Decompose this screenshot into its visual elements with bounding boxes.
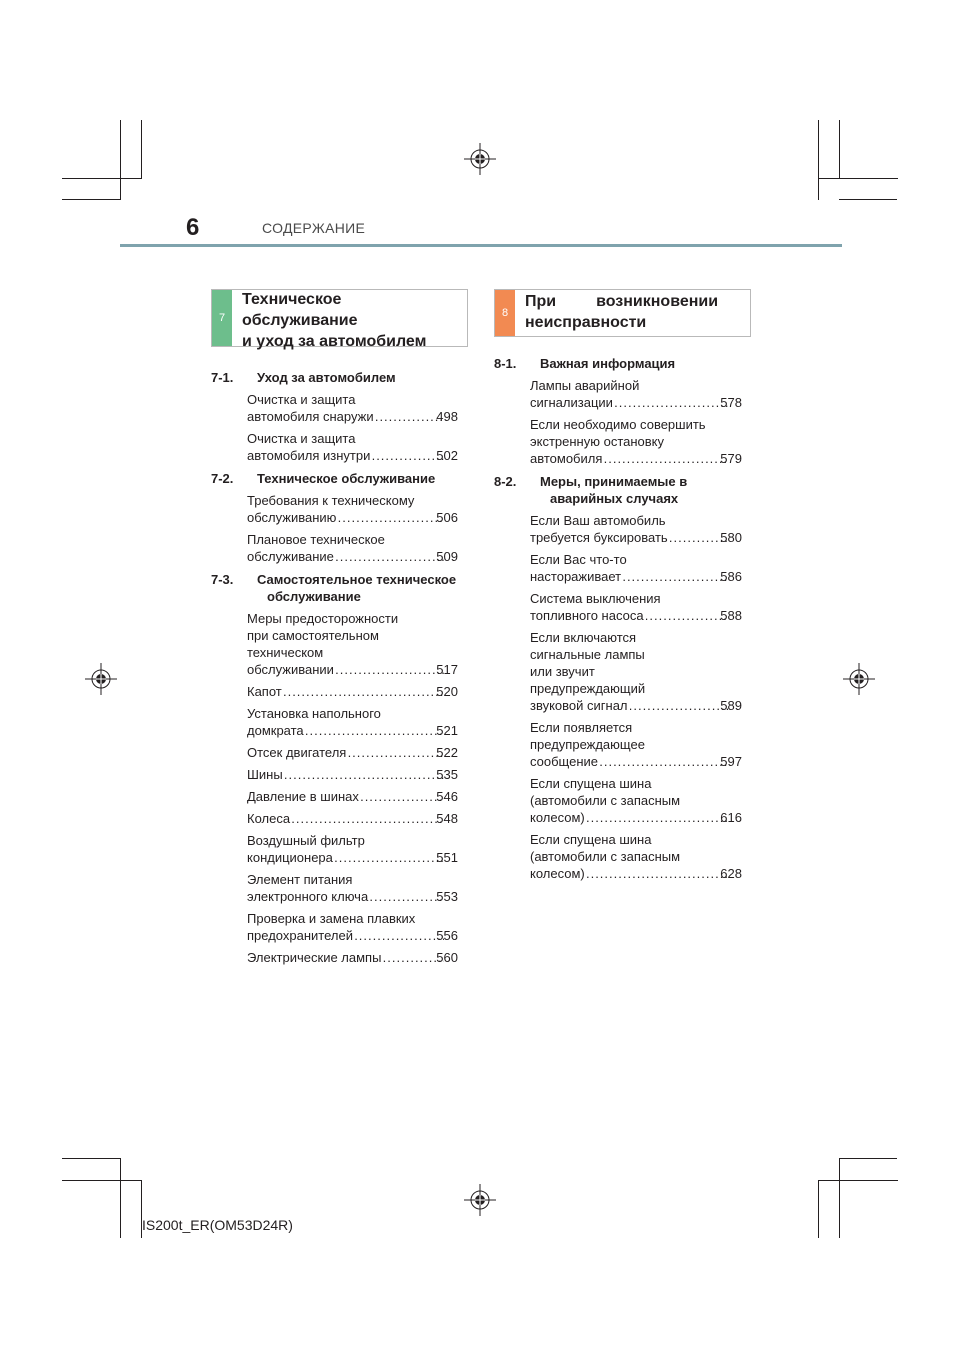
page-reference: 506 — [436, 510, 458, 525]
page-reference: 522 — [436, 745, 458, 760]
entry-last-line — [247, 888, 458, 905]
entry-text: звуковой сигнал — [530, 698, 628, 713]
toc-entry — [530, 590, 742, 624]
entry-text: домкрата — [247, 723, 304, 738]
toc-entry — [247, 744, 458, 761]
toc-entry — [530, 775, 742, 826]
section-title-line: Техническое — [242, 291, 342, 308]
entry-text-line: Если спущена шина — [530, 832, 652, 847]
entry-last-line — [247, 766, 458, 783]
entry-last-line — [247, 661, 458, 678]
crop-mark — [62, 178, 142, 179]
crop-mark — [141, 120, 142, 178]
dot-leader — [336, 661, 444, 678]
page-reference: 535 — [436, 767, 458, 782]
crop-mark — [839, 120, 840, 178]
dot-leader — [348, 744, 444, 761]
entry-last-line — [530, 607, 742, 624]
entry-text: Отсек двигателя — [247, 745, 347, 760]
section-title-line: неисправности — [525, 314, 647, 331]
entry-text: кондиционера — [247, 850, 333, 865]
entry-text-line: сигнальные лампы — [530, 647, 645, 662]
entry-text: сообщение — [530, 754, 599, 769]
toc-entry — [247, 871, 458, 905]
entry-text: Капот — [247, 684, 282, 699]
registration-mark-icon — [85, 663, 117, 695]
page-reference: 616 — [720, 810, 742, 825]
chapter-title: Важная информация — [540, 356, 676, 371]
entry-text-line: Проверка и замена плавких — [247, 911, 416, 926]
entry-text-line: экстренную остановку — [530, 434, 665, 449]
entry-text: Электрические лампы — [247, 950, 382, 965]
page-reference: 556 — [436, 928, 458, 943]
toc-entry — [530, 377, 742, 411]
toc-entry — [247, 683, 458, 700]
toc-entry — [247, 610, 458, 678]
chapter-number: 7-2. — [211, 471, 234, 486]
entry-text-line: Требования к техническому — [247, 493, 415, 508]
dot-leader — [630, 697, 729, 714]
page-reference: 521 — [436, 723, 458, 738]
section-title-7 — [242, 289, 426, 352]
page-reference: 580 — [720, 530, 742, 545]
dot-leader — [355, 927, 444, 944]
entry-text-line: Если спущена шина — [530, 776, 652, 791]
section-header-8 — [494, 289, 751, 337]
chapter-number: 7-1. — [211, 370, 234, 385]
toc-entry — [530, 719, 742, 770]
entry-text: обслуживании — [247, 662, 334, 677]
dot-leader — [615, 394, 728, 411]
section-header-7 — [211, 289, 468, 350]
chapter-title: Меры, принимаемые в аварийных случаях — [540, 474, 688, 506]
chapter-title: Уход за автомобилем — [257, 370, 396, 385]
toc-entry — [247, 810, 458, 827]
entry-text-line: Если включаются — [530, 630, 637, 645]
page-reference: 502 — [436, 448, 458, 463]
toc-entry — [247, 910, 458, 944]
entry-text-line: Если Вас что-то — [530, 552, 627, 567]
entry-text-line: Меры предосторожности — [247, 611, 399, 626]
chapter-heading — [211, 369, 458, 386]
entry-text-line: (автомобили с запасным — [530, 849, 681, 864]
crop-mark — [62, 1158, 120, 1159]
registration-mark-icon — [843, 663, 875, 695]
entry-text-line: Система выключения — [530, 591, 661, 606]
entry-last-line — [247, 927, 458, 944]
entry-last-line — [247, 722, 458, 739]
dot-leader — [338, 509, 444, 526]
toc-column-right — [494, 349, 742, 882]
entry-text-line: при самостоятельном — [247, 628, 379, 643]
crop-mark — [818, 120, 819, 200]
entry-text-line: Если Ваш автомобиль — [530, 513, 666, 528]
entry-text: колесом) — [530, 866, 585, 881]
entry-text-line: Если необходимо совершить — [530, 417, 706, 432]
entry-last-line — [530, 450, 742, 467]
chapter-title: Техническое обслуживание — [257, 471, 436, 486]
page-reference: 520 — [436, 684, 458, 699]
entry-last-line — [530, 529, 742, 546]
entry-last-line — [247, 447, 458, 464]
crop-mark — [818, 1180, 898, 1181]
page-reference: 498 — [436, 409, 458, 424]
page-reference: 548 — [436, 811, 458, 826]
toc-entry — [530, 512, 742, 546]
chapter-heading — [211, 470, 458, 487]
entry-text: Колеса — [247, 811, 291, 826]
crop-mark — [120, 120, 121, 200]
entry-text-line: Элемент питания — [247, 872, 353, 887]
entry-text: настораживает — [530, 569, 622, 584]
entry-text: требуется буксировать — [530, 530, 668, 545]
entry-text-line: (автомобили с запасным — [530, 793, 681, 808]
dot-leader — [623, 568, 728, 585]
entry-text: предохранителей — [247, 928, 353, 943]
toc-column-left — [211, 363, 458, 966]
section-title-line: и уход за автомобилем — [242, 333, 427, 350]
dot-leader — [370, 888, 444, 905]
crop-mark — [62, 1180, 142, 1181]
registration-mark-icon — [464, 143, 496, 175]
dot-leader — [306, 722, 445, 739]
chapter-number: 8-1. — [494, 356, 517, 371]
entry-text-line: Плановое техническое — [247, 532, 385, 547]
entry-text: сигнализации — [530, 395, 613, 410]
chapter-heading — [494, 355, 742, 372]
crop-mark — [818, 178, 898, 179]
entry-text-line: предупреждающий — [530, 681, 646, 696]
toc-entry — [247, 531, 458, 565]
chapter-title: Самостоятельное техническое обслуживание — [257, 572, 457, 604]
page-reference: 517 — [436, 662, 458, 677]
toc-entry — [247, 430, 458, 464]
entry-text: электронного ключа — [247, 889, 369, 904]
dot-leader — [285, 766, 445, 783]
toc-entry — [530, 629, 742, 714]
entry-last-line — [247, 548, 458, 565]
entry-last-line — [530, 865, 742, 882]
entry-last-line — [530, 568, 742, 585]
dot-leader — [587, 809, 729, 826]
dot-leader — [292, 810, 444, 827]
page-number: 6 — [186, 214, 200, 241]
section-title-line: При возникновении — [525, 293, 719, 310]
entry-text-line: Установка напольного — [247, 706, 381, 721]
chapter-number: 7-3. — [211, 572, 234, 587]
entry-text-line: Очистка и защита — [247, 431, 356, 446]
entry-text: автомобиля снаружи — [247, 409, 374, 424]
dot-leader — [587, 865, 729, 882]
page-reference: 628 — [720, 866, 742, 881]
page-reference: 589 — [720, 698, 742, 713]
entry-text: Шины — [247, 767, 283, 782]
toc-entry — [530, 416, 742, 467]
toc-entry — [247, 788, 458, 805]
page-header-title: СОДЕРЖАНИЕ — [262, 220, 366, 236]
entry-text: обслуживание — [247, 549, 334, 564]
entry-text-line: Воздушный фильтр — [247, 833, 365, 848]
crop-mark — [839, 1158, 897, 1159]
dot-leader — [376, 408, 445, 425]
entry-last-line — [247, 949, 458, 966]
entry-last-line — [530, 697, 742, 714]
page-reference: 578 — [720, 395, 742, 410]
entry-text-line: предупреждающее — [530, 737, 645, 752]
dot-leader — [646, 607, 729, 624]
entry-text-line: Лампы аварийной — [530, 378, 640, 393]
entry-text: топливного насоса — [530, 608, 644, 623]
toc-entry — [247, 766, 458, 783]
dot-leader — [361, 788, 444, 805]
dot-leader — [284, 683, 445, 700]
page-reference: 586 — [720, 569, 742, 584]
page-reference: 553 — [436, 889, 458, 904]
entry-last-line — [247, 683, 458, 700]
entry-last-line — [247, 408, 458, 425]
crop-mark — [818, 1180, 819, 1238]
entry-last-line — [530, 809, 742, 826]
toc-entry — [530, 831, 742, 882]
page-reference: 579 — [720, 451, 742, 466]
entry-last-line — [247, 788, 458, 805]
header-divider — [120, 244, 842, 247]
entry-text: Давление в шинах — [247, 789, 359, 804]
toc-entry — [530, 551, 742, 585]
entry-last-line — [530, 753, 742, 770]
dot-leader — [600, 753, 728, 770]
crop-mark — [62, 199, 120, 200]
chapter-number: 8-2. — [494, 474, 517, 489]
document-code: IS200t_ER(OM53D24R) — [142, 1217, 293, 1233]
toc-entry — [247, 492, 458, 526]
entry-text-line: техническом — [247, 645, 324, 660]
page-reference: 509 — [436, 549, 458, 564]
dot-leader — [336, 548, 444, 565]
entry-text-line: или звучит — [530, 664, 595, 679]
entry-last-line — [247, 509, 458, 526]
entry-text: колесом) — [530, 810, 585, 825]
dot-leader — [335, 849, 444, 866]
chapter-heading — [211, 571, 458, 605]
entry-last-line — [247, 744, 458, 761]
section-tab-7: 7 — [212, 290, 232, 346]
entry-last-line — [530, 394, 742, 411]
toc-entry — [247, 391, 458, 425]
page-reference: 551 — [436, 850, 458, 865]
dot-leader — [372, 447, 444, 464]
entry-last-line — [247, 810, 458, 827]
toc-entry — [247, 705, 458, 739]
crop-mark — [839, 199, 897, 200]
section-tab-8: 8 — [495, 290, 515, 336]
page-reference: 546 — [436, 789, 458, 804]
entry-text: обслуживанию — [247, 510, 337, 525]
section-title-line: обслуживание — [242, 312, 358, 329]
entry-text: автомобиля изнутри — [247, 448, 371, 463]
crop-mark — [839, 1158, 840, 1238]
page-reference: 597 — [720, 754, 742, 769]
crop-mark — [120, 1158, 121, 1238]
dot-leader — [383, 949, 444, 966]
chapter-heading — [494, 473, 742, 507]
section-title-8 — [525, 291, 740, 333]
dot-leader — [604, 450, 728, 467]
entry-text-line: Если появляется — [530, 720, 633, 735]
page-reference: 560 — [436, 950, 458, 965]
entry-text-line: Очистка и защита — [247, 392, 356, 407]
toc-entry — [247, 949, 458, 966]
page-reference: 588 — [720, 608, 742, 623]
registration-mark-icon — [464, 1184, 496, 1216]
toc-entry — [247, 832, 458, 866]
entry-last-line — [247, 849, 458, 866]
entry-text: автомобиля — [530, 451, 603, 466]
